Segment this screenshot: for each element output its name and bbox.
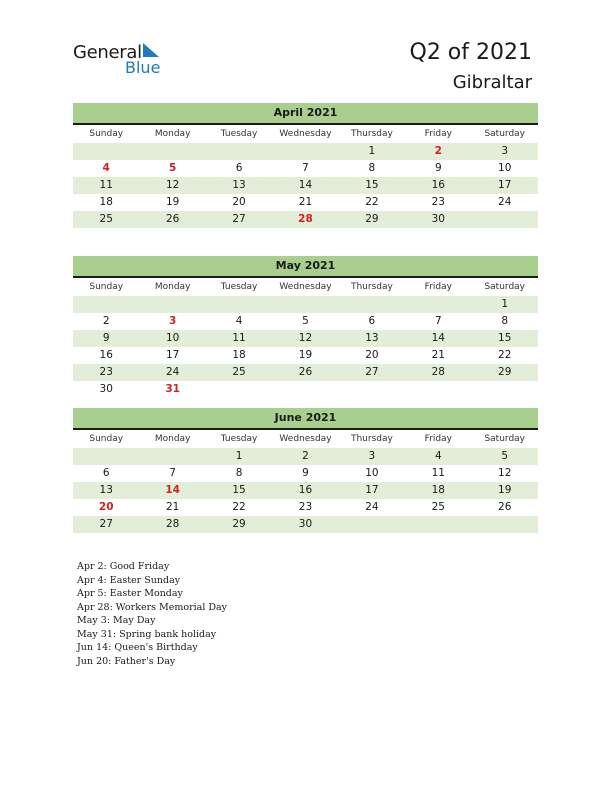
day-cell: 14 <box>298 179 313 191</box>
empty-day-cell <box>339 296 405 313</box>
day-cell: 28 <box>165 518 180 530</box>
holiday-note: Apr 5: Easter Monday <box>77 588 183 599</box>
day-cell: 1 <box>235 450 243 462</box>
week-row <box>73 499 538 516</box>
day-cell: 4 <box>434 450 442 462</box>
day-cell: 14 <box>165 484 180 496</box>
day-cell: 5 <box>168 162 177 174</box>
day-cell: 4 <box>102 162 110 174</box>
page-subtitle: Gibraltar <box>452 72 532 93</box>
day-cell: 26 <box>298 366 313 378</box>
day-cell: 6 <box>368 315 376 327</box>
day-cell: 11 <box>232 332 246 344</box>
weekday-label: Tuesday <box>220 282 258 292</box>
weekday-label: Tuesday <box>220 129 258 139</box>
empty-day-cell <box>472 516 538 533</box>
weekday-label: Saturday <box>484 282 526 292</box>
empty-day-cell <box>339 516 405 533</box>
day-cell: 15 <box>365 179 379 191</box>
day-cell: 25 <box>99 213 113 225</box>
weekday-label: Monday <box>154 282 191 292</box>
weekday-label: Friday <box>424 282 452 292</box>
day-cell: 24 <box>498 196 512 208</box>
day-cell: 7 <box>169 467 176 479</box>
day-cell: 22 <box>232 501 246 513</box>
week-row <box>73 465 538 482</box>
day-cell: 28 <box>431 366 445 378</box>
weekday-label: Tuesday <box>220 434 258 444</box>
month-calendar-june <box>73 408 538 533</box>
weekday-label: Thursday <box>350 434 393 444</box>
brand-logo <box>73 42 183 78</box>
week-row <box>73 160 538 177</box>
day-cell: 20 <box>365 349 379 361</box>
day-cell: 12 <box>165 179 180 191</box>
day-cell: 10 <box>165 332 180 344</box>
empty-day-cell <box>405 381 471 398</box>
month-calendar-may <box>73 256 538 398</box>
weekday-label: Thursday <box>350 282 393 292</box>
day-cell: 29 <box>498 366 512 378</box>
day-cell: 18 <box>99 196 113 208</box>
day-cell: 5 <box>501 450 509 462</box>
day-cell: 2 <box>102 315 110 327</box>
day-cell: 8 <box>235 467 243 479</box>
empty-day-cell <box>272 143 338 160</box>
week-row <box>73 313 538 330</box>
day-cell: 12 <box>298 332 313 344</box>
holiday-note: Apr 28: Workers Memorial Day <box>77 601 228 613</box>
weekday-label: Thursday <box>350 129 393 139</box>
day-cell: 19 <box>165 196 180 208</box>
brand-word-blue: Blue <box>125 58 161 77</box>
day-cell: 29 <box>232 518 246 530</box>
empty-day-cell <box>405 296 471 313</box>
month-title: May 2021 <box>73 256 538 278</box>
holiday-note: Apr 2: Good Friday <box>77 561 170 572</box>
day-cell: 30 <box>99 383 113 395</box>
day-cell: 7 <box>302 162 309 174</box>
day-cell: 28 <box>298 213 313 225</box>
weekday-label: Monday <box>154 434 191 444</box>
day-cell: 13 <box>365 332 379 344</box>
empty-day-cell <box>206 381 272 398</box>
holiday-note: Jun 20: Father's Day <box>77 655 176 667</box>
weekday-label: Sunday <box>89 129 124 139</box>
day-cell: 19 <box>498 484 512 496</box>
week-row <box>73 516 538 533</box>
weekday-label: Wednesday <box>279 434 332 444</box>
weekday-label: Sunday <box>89 434 124 444</box>
week-row <box>73 194 538 211</box>
empty-day-cell <box>339 381 405 398</box>
day-cell: 23 <box>298 501 313 513</box>
empty-day-cell <box>472 381 538 398</box>
day-cell: 8 <box>501 315 509 327</box>
weekday-header-row <box>73 125 538 143</box>
week-row <box>73 330 538 347</box>
empty-day-cell <box>206 143 272 160</box>
day-cell: 18 <box>232 349 246 361</box>
day-cell: 1 <box>368 145 376 157</box>
day-cell: 21 <box>431 349 445 361</box>
empty-day-cell <box>206 296 272 313</box>
month-title: June 2021 <box>73 408 538 430</box>
empty-day-cell <box>139 448 205 465</box>
holiday-note: May 3: May Day <box>77 615 156 626</box>
day-cell: 22 <box>498 349 512 361</box>
month-calendar-april <box>73 103 538 228</box>
day-cell: 6 <box>235 162 243 174</box>
day-cell: 21 <box>298 196 313 208</box>
day-cell: 10 <box>498 162 512 174</box>
day-cell: 18 <box>431 484 445 496</box>
day-cell: 23 <box>431 196 445 208</box>
weekday-label: Wednesday <box>279 282 332 292</box>
day-cell: 27 <box>232 213 246 225</box>
week-row <box>73 482 538 499</box>
week-row <box>73 143 538 160</box>
day-cell: 20 <box>232 196 246 208</box>
week-row <box>73 177 538 194</box>
day-cell: 11 <box>99 179 113 191</box>
day-cell: 17 <box>365 484 379 496</box>
day-cell: 3 <box>368 450 376 462</box>
day-cell: 5 <box>302 315 309 327</box>
day-cell: 2 <box>434 145 442 157</box>
weekday-label: Friday <box>424 434 452 444</box>
week-row <box>73 347 538 364</box>
day-cell: 19 <box>298 349 313 361</box>
day-cell: 3 <box>168 315 177 327</box>
week-row <box>73 296 538 313</box>
day-cell: 31 <box>165 383 180 395</box>
day-cell: 23 <box>99 366 113 378</box>
empty-day-cell <box>139 296 205 313</box>
day-cell: 27 <box>365 366 379 378</box>
day-cell: 15 <box>498 332 512 344</box>
holiday-notes <box>77 560 227 668</box>
day-cell: 10 <box>365 467 379 479</box>
page-title: Q2 of 2021 <box>409 40 532 65</box>
weekday-label: Saturday <box>484 129 526 139</box>
day-cell: 17 <box>498 179 512 191</box>
day-cell: 20 <box>98 501 114 513</box>
day-cell: 15 <box>232 484 246 496</box>
day-cell: 4 <box>235 315 243 327</box>
week-row <box>73 448 538 465</box>
day-cell: 13 <box>232 179 246 191</box>
empty-day-cell <box>139 143 205 160</box>
day-cell: 16 <box>431 179 445 191</box>
day-cell: 27 <box>99 518 113 530</box>
weekday-label: Monday <box>154 129 191 139</box>
day-cell: 22 <box>365 196 379 208</box>
day-cell: 24 <box>165 366 180 378</box>
brand-triangle-icon <box>141 43 161 59</box>
day-cell: 7 <box>434 315 442 327</box>
weekday-label: Friday <box>424 129 452 139</box>
day-cell: 17 <box>165 349 180 361</box>
empty-day-cell <box>272 381 338 398</box>
day-cell: 26 <box>165 213 180 225</box>
empty-day-cell <box>472 211 538 228</box>
day-cell: 24 <box>365 501 379 513</box>
day-cell: 1 <box>501 298 509 310</box>
day-cell: 16 <box>298 484 313 496</box>
weekday-header-row <box>73 278 538 296</box>
holiday-note: Jun 14: Queen's Birthday <box>77 642 198 653</box>
day-cell: 3 <box>501 145 509 157</box>
empty-day-cell <box>73 448 139 465</box>
weekday-header-row <box>73 430 538 448</box>
day-cell: 25 <box>431 501 445 513</box>
day-cell: 21 <box>165 501 180 513</box>
week-row <box>73 381 538 398</box>
day-cell: 6 <box>102 467 110 479</box>
day-cell: 30 <box>431 213 445 225</box>
brand-word-general: General <box>73 42 142 63</box>
month-title: April 2021 <box>73 103 538 125</box>
empty-day-cell <box>73 296 139 313</box>
day-cell: 9 <box>102 332 110 344</box>
day-cell: 11 <box>431 467 445 479</box>
day-cell: 9 <box>434 162 442 174</box>
week-row <box>73 211 538 228</box>
day-cell: 29 <box>365 213 379 225</box>
day-cell: 30 <box>298 518 313 530</box>
holiday-note: May 31: Spring bank holiday <box>77 628 217 640</box>
weekday-label: Wednesday <box>279 129 332 139</box>
day-cell: 9 <box>302 467 309 479</box>
day-cell: 25 <box>232 366 246 378</box>
day-cell: 12 <box>498 467 512 479</box>
day-cell: 16 <box>99 349 113 361</box>
holiday-note: Apr 4: Easter Sunday <box>77 574 181 586</box>
empty-day-cell <box>405 516 471 533</box>
day-cell: 13 <box>99 484 113 496</box>
week-row <box>73 364 538 381</box>
weekday-label: Sunday <box>89 282 124 292</box>
empty-day-cell <box>272 296 338 313</box>
day-cell: 8 <box>368 162 376 174</box>
weekday-label: Saturday <box>484 434 526 444</box>
empty-day-cell <box>73 143 139 160</box>
day-cell: 2 <box>302 450 309 462</box>
day-cell: 26 <box>498 501 512 513</box>
day-cell: 14 <box>431 332 445 344</box>
